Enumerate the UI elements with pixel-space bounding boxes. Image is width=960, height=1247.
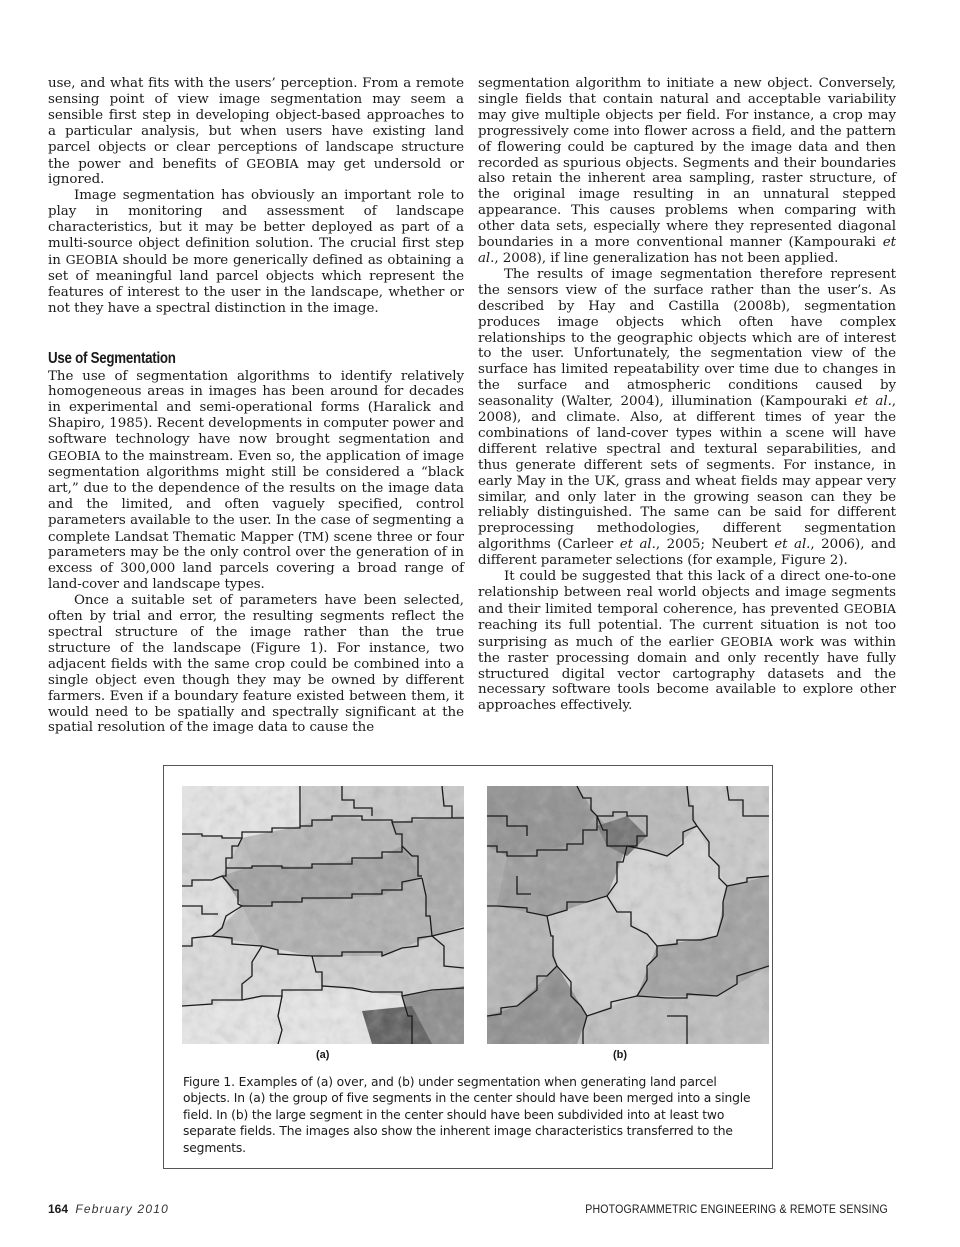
italic-text: et al. (854, 394, 892, 410)
acronym: GEOBIA (48, 448, 101, 464)
text-run: , 2008), and climate. Also, at different times of year the combinations of land-cover types within a scene will have different relative spectral and textural separabilities, and thus generate different sets of segments. For instance, in early May in the UK, grass and wheat fields may appear very similar, and only later in the growing season can they be reliably distinguished. The same can be said for different preprocessing methodologies, different segmentation algorithms (Carleer (478, 394, 896, 553)
paragraph (48, 76, 464, 188)
text-run: , 2008), if line generalization has not been applied. (494, 250, 839, 266)
acronym: TM (302, 528, 324, 544)
text-run: ) scene three or four parameters may be the only control over the generation of in excess of 300,000 land parcels covering a broad range of land-cover and landscape types. (48, 529, 464, 593)
figure-image-over-segmentation (182, 786, 464, 1044)
text-run: segmentation algorithm to initiate a new object. Conversely, single fields that contain natural and acceptable variability may give multiple objects per field. For instance, a crop may progressively come into flower across a field, and the pattern of flowering could be captured by the image data and then recorded as spurious objects. Segments and their boundaries also retain the inherent area sampling, raster structure, of the original image resulting in an unnatural stepped appearance. This causes problems when comparing with other data sets, especially where they represented diagonal boundaries in a more conventional manner (Kampouraki (478, 76, 896, 251)
text-run: should be more generically defined as obtaining a set of meaningful land parcel objects which represent the features of interest to the user in the landscape, whether or not they have a spectral distinction in the image. (48, 252, 465, 316)
text-run: It could be suggested that this lack of a direct one-to-one relationship between real world objects and image segments and their limited temporal coherence, has prevented (478, 569, 896, 617)
segmentation-image-b (487, 786, 769, 1044)
acronym: GEOBIA (720, 633, 773, 649)
page-number: 164 (48, 1202, 69, 1216)
italic-text: et al. (774, 537, 811, 553)
paragraph (478, 569, 896, 714)
paragraph (478, 267, 896, 569)
paragraph (48, 188, 464, 316)
text-run: use, and what fits with the users’ perception. From a remote sensing point of view image segmentation may seem a sensible first step in developing object-based approaches to a particular analysis, but when users have existing land parcel objects or clear perceptions of landscape structure the power and benefits of (48, 76, 464, 172)
italic-text: et al. (619, 537, 656, 553)
acronym: GEOBIA (843, 600, 896, 616)
figure-1 (163, 765, 773, 1169)
text-run: Image segmentation has obviously an important role to play in monitoring and assessment of landscape characteristics, but it may be better deployed as part of a multi-source object definition solution. The crucial first step in (48, 188, 464, 268)
text-run: reaching its full potential. The current situation is not too surprising as much of the earlier (478, 617, 896, 650)
journal-name: PHOTOGRAMMETRIC ENGINEERING & REMOTE SENSING (585, 1202, 888, 1216)
right-column (478, 76, 896, 714)
acronym: GEOBIA (65, 251, 118, 267)
issue-date: February 2010 (75, 1202, 170, 1216)
left-column (48, 76, 464, 736)
panel-label-a: (a) (316, 1049, 330, 1061)
text-run: The results of image segmentation therefore represent the sensors view of the surface rather than the user’s. As described by Hay and Castilla (2008b), segmentation produces image objects which often have complex relationships to the geographic objects which are of interest to the user. Unfortunately, the segmentation view of the surface has limited repeatability over time due to changes in the surface and atmospheric conditions caused by seasonality (Walter, 2004), illumination (Kampouraki (478, 266, 896, 410)
footer-page-info (48, 1202, 169, 1216)
text-run: work was within the raster processing domain and only recently have fully structured digital vector cartography datasets and the necessary software tools become available to explore other approaches effectively. (478, 634, 897, 714)
paragraph (478, 76, 896, 267)
figure-caption: Figure 1. Examples of (a) over, and (b) under segmentation when generating land parcel objects. In (a) the group of five segments in the center should have been merged into a single field. In (b) the large segment in the center should have been subdivided into at least two separate fields. The images also show the inherent image characteristics transferred to the segments. (183, 1075, 751, 1155)
paragraph (48, 593, 464, 736)
text-run: The use of segmentation algorithms to identify relatively homogeneous areas in images has been around for decades in experimental and semi-operational forms (Haralick and Shapiro, 1985). Recent developments in computer power and software technology have now brought segmentation and (48, 368, 464, 448)
section-heading: Use of Segmentation (48, 349, 176, 367)
figure-image-under-segmentation (487, 786, 769, 1044)
text-run: , 2006), and different parameter selections (for example, Figure 2). (478, 537, 896, 569)
text-run: Once a suitable set of parameters have been selected, often by trial and error, the resulting segments reflect the spectral structure of the image rather than the true structure of the landscape (Figure 1). For instance, two adjacent fields with the same crop could be combined into a single object even though they may be owned by different farmers. Even if a boundary feature existed between them, it would need to be spatially and spectrally significant at the spatial resolution of the image data to cause the (48, 593, 464, 736)
text-run: to the mainstream. Even so, the application of image segmentation algorithms might still be considered a “black art,” due to the dependence of the results on the image data and the limited, and often vaguely specified, control parameters available to the user. In the case of segmenting a complete Landsat Thematic Mapper ( (48, 449, 464, 545)
text-run: , 2005; Neubert (655, 537, 775, 553)
text-run: may get undersold or ignored. (48, 156, 464, 188)
paragraph (48, 369, 464, 594)
acronym: GEOBIA (246, 155, 299, 171)
italic-text: et al. (478, 235, 896, 266)
panel-label-b: (b) (613, 1049, 628, 1061)
segmentation-image-a (182, 786, 464, 1044)
